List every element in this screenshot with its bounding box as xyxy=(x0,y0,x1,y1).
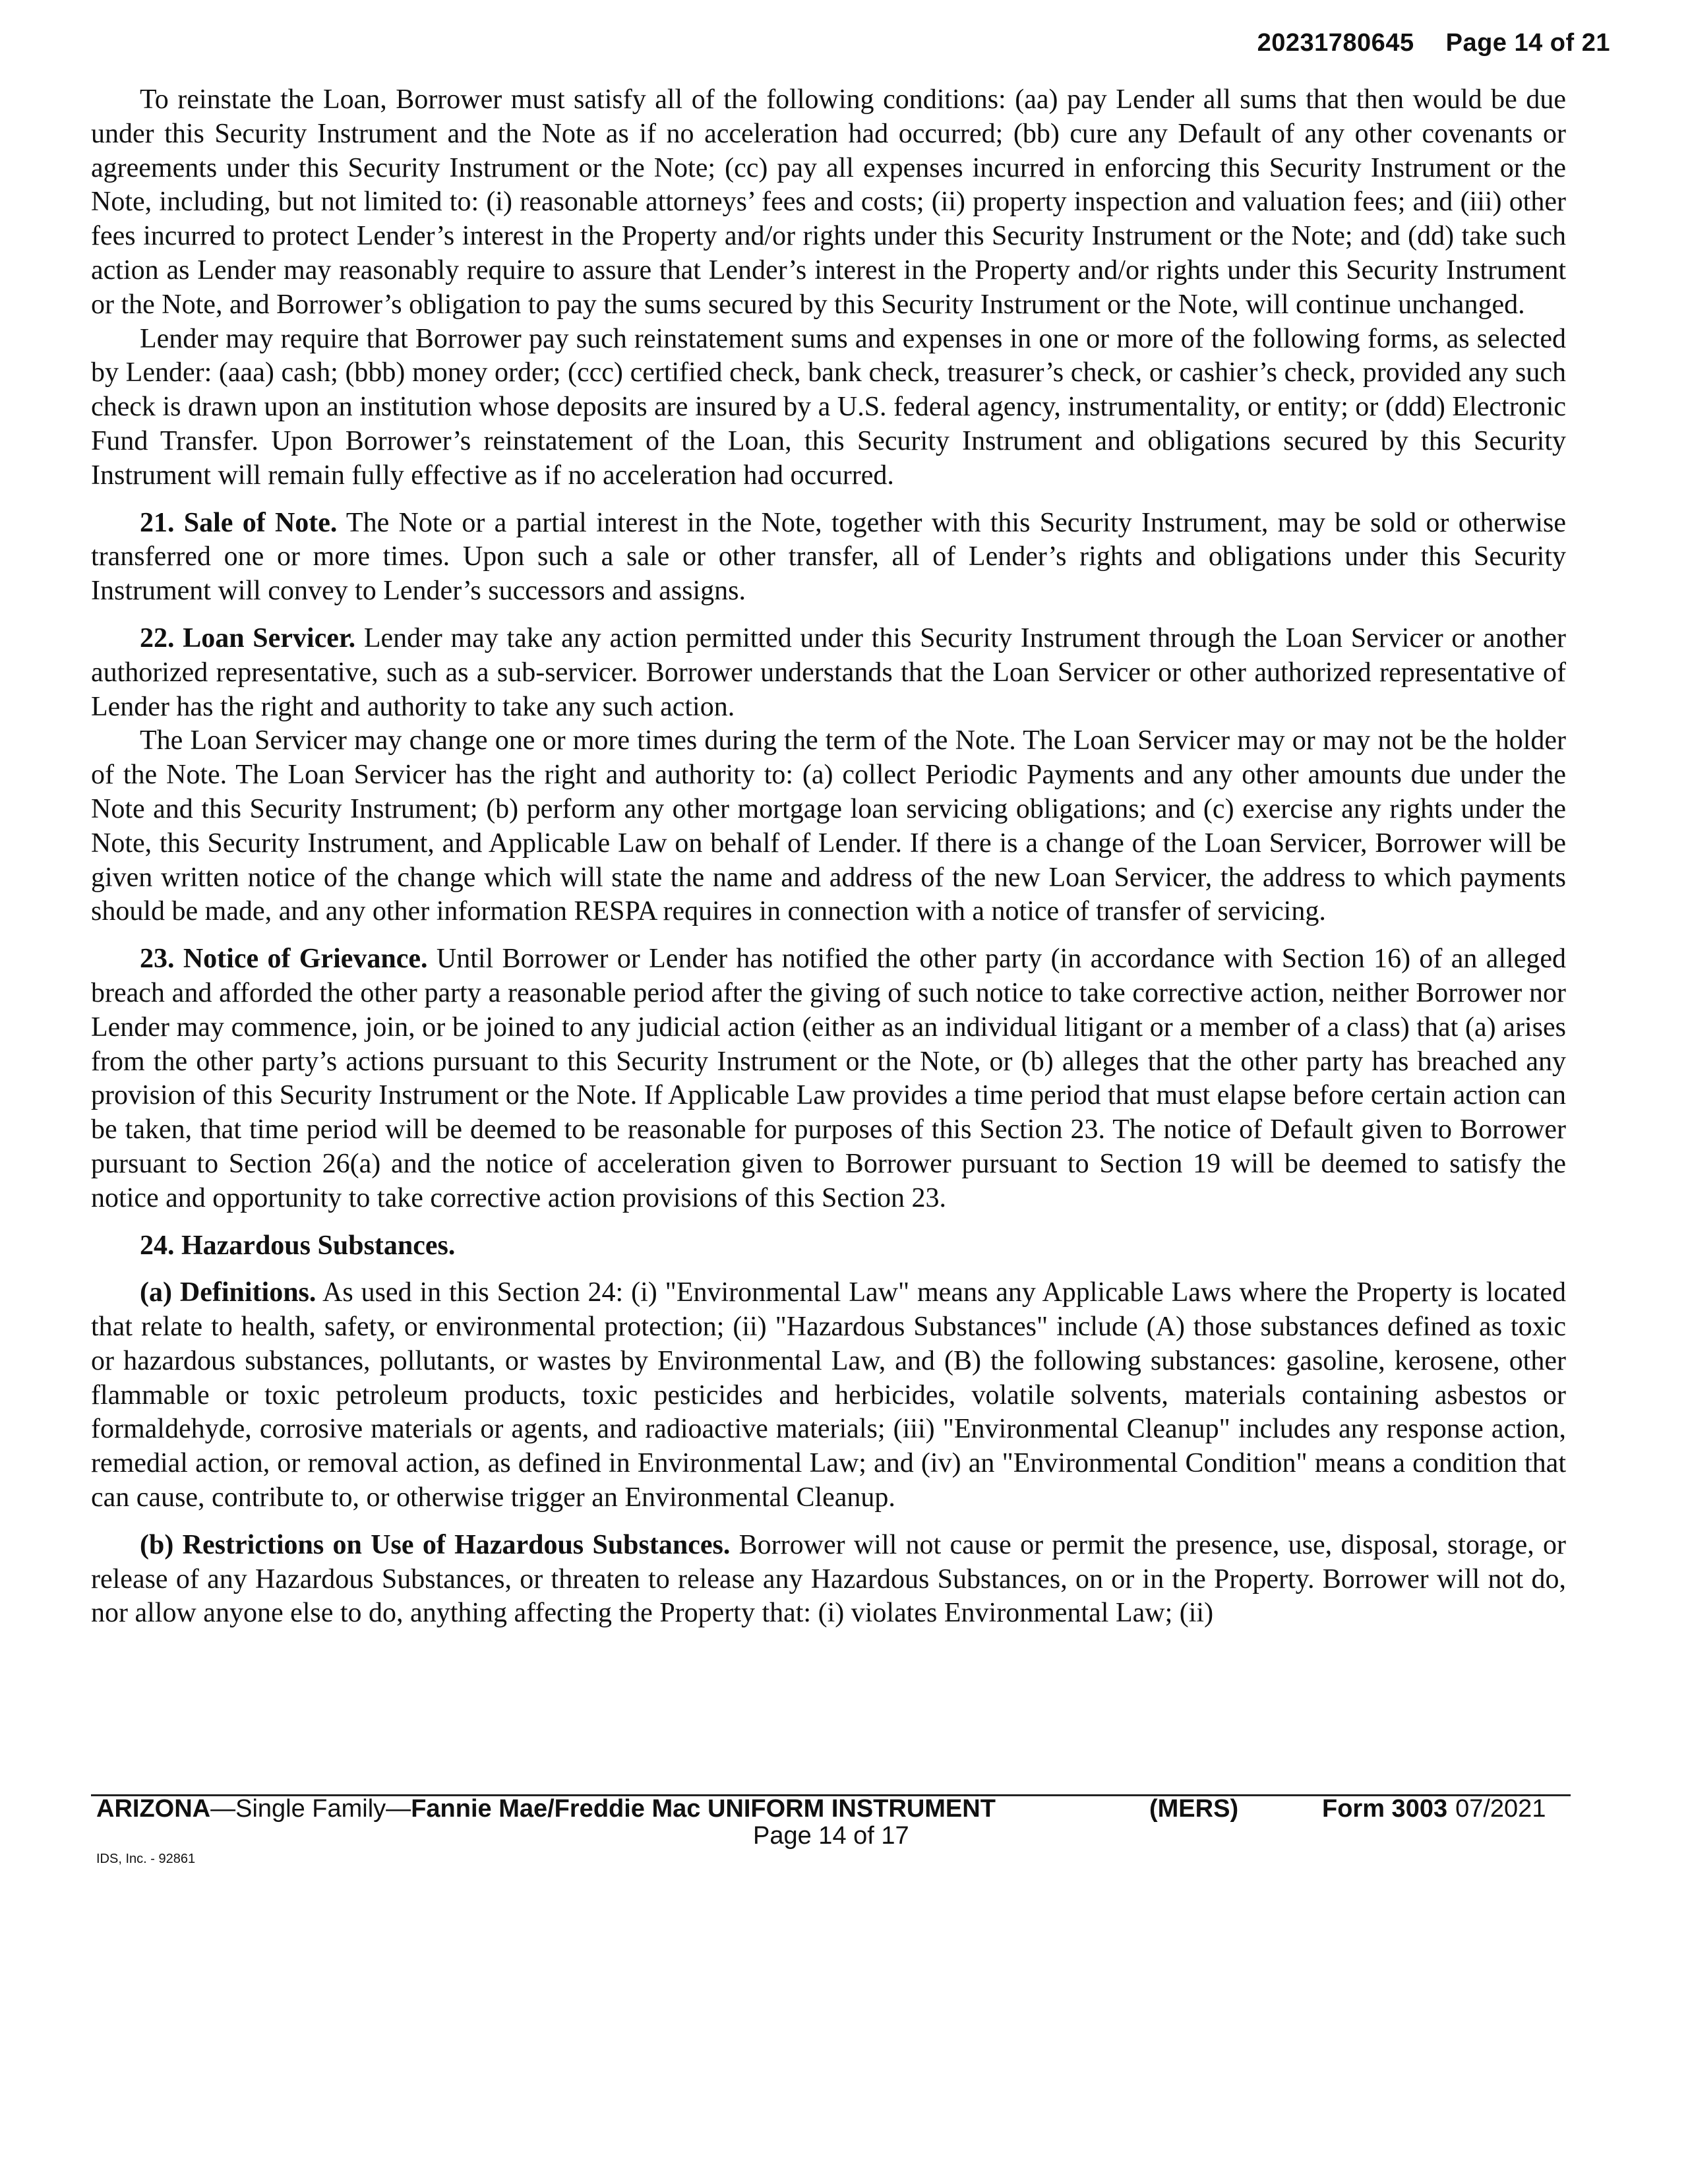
section-24a-text: As used in this Section 24: (i) "Environmental Law" means any Applicable Laws where the Property is located that relate to health, safety, or environmental protection; (ii) "Hazardous Substances" include (A) those substances defined as toxic or hazardous substances, pollutants, or wastes by Environmental Law, and (B) the following substances: gasoline, kerosene, other flammable or toxic petroleum products, toxic pesticides and herbicides, volatile solvents, materials containing asbestos or formaldehyde, corrosive materials or agents, and radioactive materials; (iii) "Environmental Cleanup" includes any response action, remedial action, or removal action, as defined in Environmental Law; and (iv) an "Environmental Condition" means a condition that can cause, contribute to, or otherwise trigger an Environmental Cleanup. xyxy=(91,1277,1566,1513)
section-22-paragraph xyxy=(91,622,1566,724)
section-24b-paragraph xyxy=(91,1529,1566,1631)
section-23-heading: 23. Notice of Grievance. xyxy=(140,944,428,975)
section-21-heading: 21. Sale of Note. xyxy=(140,507,338,538)
reinstatement-conditions-paragraph: To reinstate the Loan, Borrower must satisfy all of the following conditions: (aa) pay Lender all sums that then would be due under this Security Instrument and the Note as if no acceleration had occurred; (bb) cure any Default of any other covenants or agreements under this Security Instrument or the Note; (cc) pay all expenses incurred in enforcing this Security Instrument or the Note, including, but not limited to: (i) reasonable attorneys’ fees and costs; (ii) property inspection and valuation fees; and (iii) other fees incurred to protect Lender’s interest in the Property and/or rights under this Security Instrument or the Note; and (dd) take such action as Lender may reasonably require to assure that Lender’s interest in the Property and/or rights under this Security Instrument or the Note, and Borrower’s obligation to pay the sums secured by this Security Instrument or the Note, will continue unchanged. xyxy=(91,84,1566,320)
footer-form-date: 07/2021 xyxy=(1455,1795,1546,1823)
footer-form-description xyxy=(96,1795,996,1823)
footer-state: ARIZONA xyxy=(96,1795,211,1823)
section-24a-paragraph xyxy=(91,1276,1566,1515)
footer-instrument: Fannie Mae/Freddie Mac UNIFORM INSTRUMENT xyxy=(411,1795,996,1823)
footer-family-type: —Single Family— xyxy=(210,1795,411,1823)
section-24-heading: 24. Hazardous Substances. xyxy=(140,1230,456,1261)
footer-form-number: Form 3003 xyxy=(1322,1795,1448,1823)
section-24b-heading: (b) Restrictions on Use of Hazardous Substances. xyxy=(140,1529,731,1560)
document-body xyxy=(91,83,1566,1631)
section-23-text: Until Borrower or Lender has notified the other party (in accordance with Section 16) of an alleged breach and afforded the other party a reasonable period after the giving of such notice to take corrective action, neither Borrower nor Lender may commence, join, or be joined to any judicial action (either as an individual litigant or a member of a class) that (a) arises from the other party’s actions pursuant to this Security Instrument or the Note, or (b) alleges that the other party has breached any provision of this Security Instrument or the Note. If Applicable Law provides a time period that must elapse before certain action can be taken, that time period will be deemed to be reasonable for purposes of this Section 23. The notice of Default given to Borrower pursuant to Section 26(a) and the notice of acceleration given to Borrower pursuant to Section 19 will be deemed to satisfy the notice and opportunity to take corrective action provisions of this Section 23. xyxy=(91,944,1566,1213)
section-24-paragraph xyxy=(91,1229,1566,1263)
footer-page-number: Page 14 of 17 xyxy=(753,1822,909,1850)
reinstatement-forms-paragraph: Lender may require that Borrower pay such reinstatement sums and expenses in one or more of the following forms, as selected by Lender: (aaa) cash; (bbb) money order; (ccc) certified check, bank check, treasurer’s check, or cashier’s check, provided any such check is drawn upon an institution whose deposits are insured by a U.S. federal agency, instrumentality, or entity; or (ddd) Electronic Fund Transfer. Upon Borrower’s reinstatement of the Loan, this Security Instrument and obligations secured by this Security Instrument will remain fully effective as if no acceleration had occurred. xyxy=(91,323,1566,491)
recording-header xyxy=(1257,29,1610,57)
section-22-text: Lender may take any action permitted under this Security Instrument through the Loan Servicer or another authorized representative, such as a sub-servicer. Borrower understands that the Loan Servicer or other authorized representative of Lender has the right and authority to take any such action. xyxy=(91,622,1566,722)
section-21-paragraph xyxy=(91,506,1566,609)
footer-vendor-code: IDS, Inc. - 92861 xyxy=(96,1852,196,1866)
section-21-text: The Note or a partial interest in the Note, together with this Security Instrument, may be sold or otherwise transferred one or more times. Upon such a sale or other transfer, all of Lender’s rights and obligations under this Security Instrument will convey to Lender’s successors and assigns. xyxy=(91,507,1566,607)
section-24b-text: Borrower will not cause or permit the presence, use, disposal, storage, or release of any Hazardous Substances, or threaten to release any Hazardous Substances, on or in the Property. Borrower will not do, nor allow anyone else to do, anything affecting the Property that: (i) violates Environmental Law; (ii) xyxy=(91,1529,1567,1629)
recording-page-label: Page 14 of 21 xyxy=(1445,29,1610,57)
section-22-heading: 22. Loan Servicer. xyxy=(140,622,356,653)
section-22-servicer-paragraph: The Loan Servicer may change one or more times during the term of the Note. The Loan Servicer may or may not be the holder of the Note. The Loan Servicer has the right and authority to: (a) collect Periodic Payments and any other amounts due under the Note and this Security Instrument; (b) perform any other mortgage loan servicing obligations; and (c) exercise any rights under the Note, this Security Instrument, and Applicable Law on behalf of Lender. If there is a change of the Loan Servicer, Borrower will be given written notice of the change which will state the name and address of the new Loan Servicer, the address to which payments should be made, and any other information RESPA requires in connection with a notice of transfer of servicing. xyxy=(91,725,1566,927)
footer-form-id xyxy=(1322,1795,1546,1823)
section-24a-heading: (a) Definitions. xyxy=(140,1277,316,1308)
section-23-paragraph xyxy=(91,942,1566,1215)
recording-number: 20231780645 xyxy=(1257,29,1414,57)
footer-mers: (MERS) xyxy=(1149,1795,1239,1823)
